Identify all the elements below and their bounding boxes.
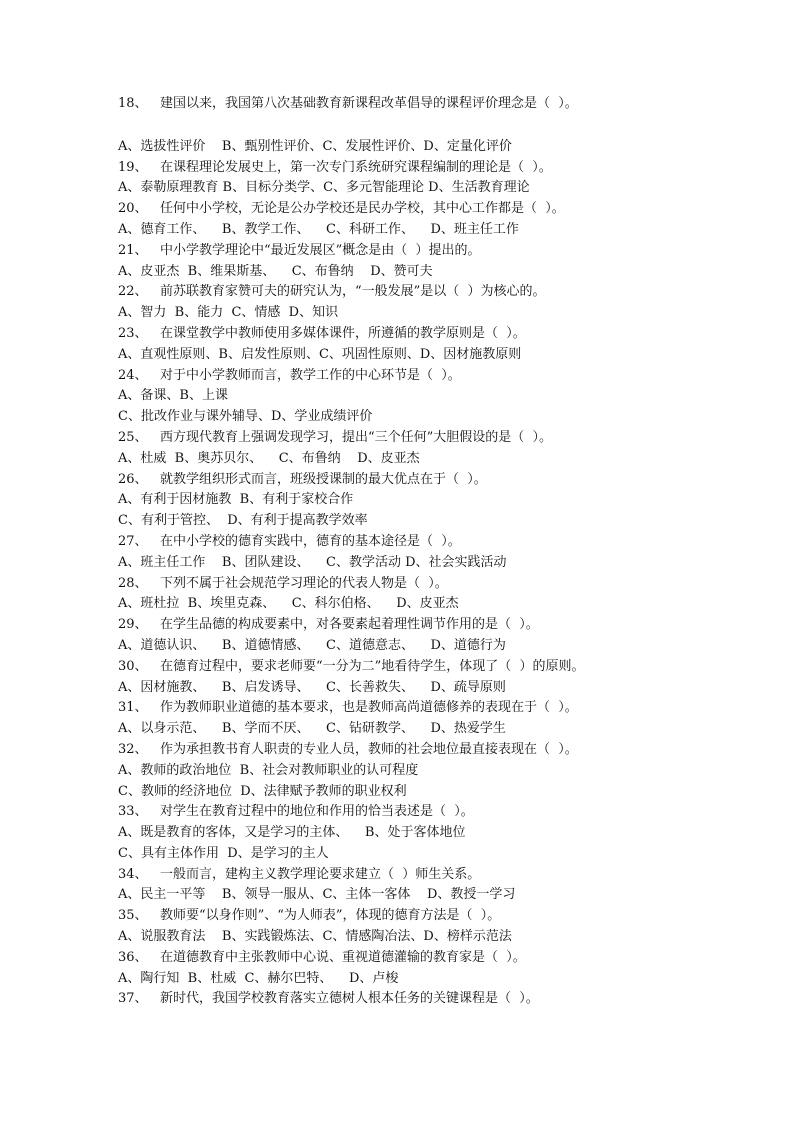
text-line: A、既是教育的客体，又是学习的主体、 B、处于客体地位 [118,825,466,841]
text-line: C、教师的经济地位 D、法律赋予教师的职业权利 [118,783,407,799]
text-line: 21、 中小学教学理论中“最近发展区”概念是由（ ）提出的。 [118,242,481,258]
text-line: A、直观性原则、B、启发性原则、C、巩固性原则、D、因材施教原则 [118,346,522,362]
text-line: A、备课、B、上课 [118,388,228,404]
text-line: 22、 前苏联教育家赞可夫的研究认为，“一般发展”是以（ ）为核心的。 [118,284,546,300]
text-line: C、具有主体作用 D、是学习的主人 [118,845,329,861]
text-line: A、德育工作、 B、教学工作、 C、科研工作、 D、班主任工作 [118,221,519,237]
text-line: 23、 在课堂教学中教师使用多媒体课件，所遵循的教学原则是（ ）。 [118,325,526,341]
text-line: A、选拔性评价 B、甄别性评价、C、发展性评价、D、定量化评价 [118,138,512,154]
text-line: A、教师的政治地位 B、社会对教师职业的认可程度 [118,762,419,778]
text-line: 35、 教师要“以身作则”、“为人师表”，体现的德育方法是（ ）。 [118,908,501,924]
text-line: 26、 就教学组织形式而言，班级授课制的最大优点在于（ ）。 [118,471,487,487]
question-list [118,137,738,1010]
text-line: 30、 在德育过程中，要求老师要“一分为二”地看待学生，体现了（ ）的原则。 [118,658,585,674]
text-line: A、泰勒原理教育 B、目标分类学、C、多元智能理论 D、生活教育理论 [118,180,530,196]
text-line: 36、 在道德教育中主张教师中心说、重视道德灌输的教育家是（ ）。 [118,949,526,965]
text-line: 29、 在学生品德的构成要素中，对各要素起着理性调节作用的是（ ）。 [118,617,539,633]
text-line: 24、 对于中小学教师而言，教学工作的中心环节是（ ）。 [118,367,461,383]
text-line: A、因材施教、 B、启发诱导、 C、长善救失、 D、疏导原则 [118,679,506,695]
text-line: 20、 任何中小学校，无论是公办学校还是民办学校，其中心工作都是（ ）。 [118,201,565,217]
text-line: A、智力 B、能力 C、情感 D、知识 [118,305,339,321]
text-line: 27、 在中小学校的德育实践中，德育的基本途径是（ ）。 [118,533,461,549]
text-line: A、说服教育法 B、实践锻炼法、C、情感陶冶法、D、榜样示范法 [118,929,512,945]
text-line: A、有利于因材施教 B、有利于家校合作 [118,492,354,508]
text-line: 19、 在课程理论发展史上，第一次专门系统研究课程编制的理论是（ ）。 [118,159,552,175]
text-line: 25、 西方现代教育上强调发现学习，提出“三个任何”大胆假设的是（ ）。 [118,429,552,445]
text-line: 32、 作为承担教书育人职责的专业人员，教师的社会地位最直接表现在（ ）。 [118,741,578,757]
text-line: A、班杜拉 B、埃里克森、 C、科尔伯格、 D、皮亚杰 [118,596,459,612]
text-line: 31、 作为教师职业道德的基本要求，也是教师高尚道德修养的表现在于（ ）。 [118,700,578,716]
text-line: 28、 下列不属于社会规范学习理论的代表人物是（ ）。 [118,575,448,591]
document-page [118,94,738,1010]
text-line: 34、 一般而言，建构主义教学理论要求建立（ ）师生关系。 [118,866,481,882]
text-line: 33、 对学生在教育过程中的地位和作用的恰当表述是（ ）。 [118,804,474,820]
question-18: 18、 建国以来，我国第八次基础教育新课程改革倡导的课程评价理念是（ ）。 [118,96,578,111]
text-line: C、批改作业与课外辅导、D、学业成绩评价 [118,409,373,425]
text-line: A、民主一平等 B、领导一服从、C、主体一客体 D、教授一学习 [118,887,516,903]
text-line: A、班主任工作 B、团队建设、 C、教学活动 D、社会实践活动 [118,554,507,570]
text-line: C、有利于管控、 D、有利于提高教学效率 [118,513,368,529]
text-line: A、皮亚杰 B、维果斯基、 C、布鲁纳 D、赞可夫 [118,263,433,279]
text-line: A、陶行知 B、杜威 C、赫尔巴特、 D、卢梭 [118,970,399,986]
text-line: A、以身示范、 B、学而不厌、 C、钻研教学、 D、热爱学生 [118,721,506,737]
text-line: 37、 新时代，我国学校教育落实立德树人根本任务的关键课程是（ ）。 [118,991,539,1007]
text-line: A、杜威 B、奥苏贝尔、 C、布鲁纳 D、皮亚杰 [118,450,420,466]
text-line: A、道德认识、 B、道德情感、 C、道德意志、 D、道德行为 [118,637,506,653]
